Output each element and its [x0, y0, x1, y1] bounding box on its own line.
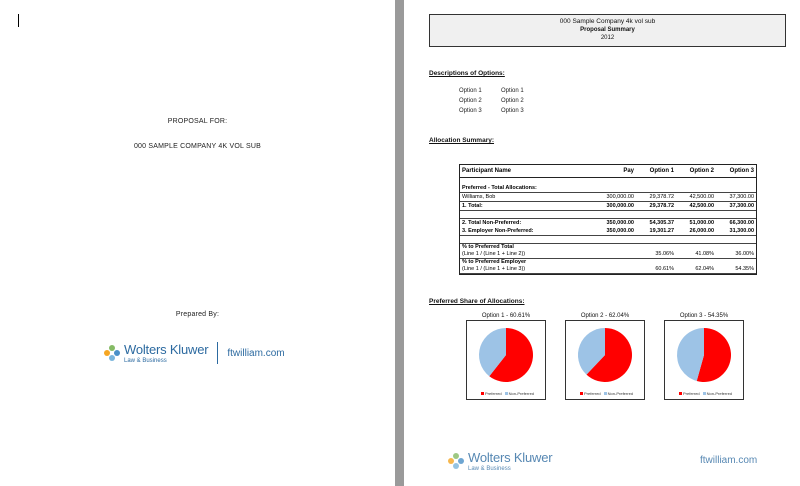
- table-cell: 1. Total:: [462, 203, 483, 209]
- table-header-cell: Option 1: [649, 168, 674, 174]
- pct-label: % to Preferred Employer: [462, 259, 527, 265]
- pie-chart-box: [664, 313, 744, 400]
- table-cell: 350,000.00: [606, 228, 634, 234]
- pref-share-heading: Preferred Share of Allocations:: [429, 298, 525, 305]
- table-row: [460, 201, 756, 211]
- option-value: Option 3: [501, 108, 524, 114]
- table-cell: 350,000.00: [606, 220, 634, 226]
- company-name: 000 SAMPLE COMPANY 4K VOL SUB: [133, 143, 262, 150]
- table-cell: 2. Total Non-Preferred:: [462, 220, 522, 226]
- legend-label: Non-Preferred: [508, 391, 535, 396]
- legend-swatch: [703, 392, 706, 395]
- wolters-kluwer-logo: [448, 450, 552, 472]
- table-header-row: [460, 165, 756, 178]
- wk-brand-name: Wolters Kluwer: [124, 342, 209, 357]
- pie-legend: [566, 391, 644, 396]
- pie-legend: [665, 391, 743, 396]
- pct-value: 35.06%: [655, 251, 674, 257]
- pie-title: Option 1 - 60.61%: [481, 313, 531, 319]
- wk-brand-sub: Law & Business: [468, 466, 511, 472]
- table-cell: 51,000.00: [689, 220, 714, 226]
- summary-header-box: [429, 14, 786, 47]
- pct-value: 36.00%: [735, 251, 754, 257]
- legend-swatch: [580, 392, 583, 395]
- wk-brand-sub: Law & Business: [124, 358, 167, 364]
- table-cell: 66,300.00: [729, 220, 754, 226]
- table-cell: 300,000.00: [606, 203, 634, 209]
- table-cell: 19,301.27: [649, 228, 674, 234]
- legend-label: Non-Preferred: [706, 391, 733, 396]
- logo-separator: [217, 342, 218, 364]
- text-cursor: [18, 14, 19, 27]
- pie-chart-box: [466, 313, 546, 400]
- pct-value: 41.08%: [695, 251, 714, 257]
- ftwilliam-logo: ftwilliam.com: [700, 455, 758, 466]
- pie-title: Option 3 - 54.35%: [679, 313, 729, 319]
- table-cell: 300,000.00: [606, 194, 634, 200]
- wk-globe-icon: [448, 453, 464, 469]
- pct-sub: (Line 1 / (Line 1 + Line 2)): [462, 251, 526, 257]
- legend-label: Non-Preferred: [607, 391, 634, 396]
- table-header-cell: Participant Name: [462, 168, 512, 174]
- table-cell: 42,500.00: [689, 203, 714, 209]
- legend-swatch: [604, 392, 607, 395]
- pct-value: 62.04%: [695, 266, 714, 272]
- pct-value: 60.61%: [655, 266, 674, 272]
- prepared-by-label: Prepared By:: [175, 311, 220, 318]
- summary-company: 000 Sample Company 4k vol sub: [559, 18, 656, 25]
- allocation-heading: Allocation Summary:: [429, 137, 495, 144]
- table-cell: Williams, Bob: [462, 194, 496, 200]
- table-section-label: [460, 184, 756, 192]
- summary-subtitle: Proposal Summary: [580, 27, 635, 33]
- summary-year: 2012: [600, 35, 615, 41]
- option-label: Option 3: [459, 108, 482, 114]
- wk-brand-name: Wolters Kluwer: [468, 450, 553, 465]
- table-cell: 54,305.37: [649, 220, 674, 226]
- pct-sub: (Line 1 / (Line 1 + Line 3)): [462, 266, 526, 272]
- proposal-for-label: PROPOSAL FOR:: [167, 118, 228, 125]
- legend-label: Preferred: [484, 391, 502, 396]
- allocation-table: [459, 164, 757, 275]
- table-header-cell: Option 2: [689, 168, 714, 174]
- ftwilliam-logo: ftwilliam.com: [227, 347, 285, 359]
- legend-swatch: [679, 392, 682, 395]
- legend-label: Preferred: [583, 391, 601, 396]
- descriptions-heading: Descriptions of Options:: [429, 70, 505, 77]
- cover-page: [0, 0, 395, 486]
- wk-globe-icon: [104, 345, 120, 361]
- table-row: [460, 192, 756, 201]
- table-row: [460, 218, 756, 227]
- pie-svg: [665, 321, 743, 391]
- table-cell: 37,300.00: [729, 203, 754, 209]
- option-value: Option 1: [501, 88, 524, 94]
- section-label-text: Preferred - Total Allocations:: [462, 185, 537, 191]
- table-cell: 29,378.72: [649, 194, 674, 200]
- table-cell: 42,500.00: [689, 194, 714, 200]
- pie-chart-box: [565, 313, 645, 400]
- table-cell: 31,300.00: [729, 228, 754, 234]
- table-cell: 3. Employer Non-Preferred:: [462, 228, 534, 234]
- pie-legend: [467, 391, 545, 396]
- table-cell: 29,378.72: [649, 203, 674, 209]
- pct-value: 54.35%: [735, 266, 754, 272]
- page-gap: [395, 0, 404, 486]
- option-label: Option 1: [459, 88, 482, 94]
- summary-page: [404, 0, 800, 486]
- pie-svg: [467, 321, 545, 391]
- legend-swatch: [505, 392, 508, 395]
- pie-title: Option 2 - 62.04%: [580, 313, 630, 319]
- table-header-cell: Option 3: [729, 168, 754, 174]
- pie-svg: [566, 321, 644, 391]
- table-header-cell: Pay: [623, 168, 634, 174]
- option-value: Option 2: [501, 98, 524, 104]
- pct-preferred-total: [460, 243, 756, 274]
- legend-label: Preferred: [682, 391, 700, 396]
- table-row: [460, 227, 756, 236]
- table-cell: 26,000.00: [689, 228, 714, 234]
- table-cell: 37,300.00: [729, 194, 754, 200]
- wolters-kluwer-logo: [104, 342, 285, 364]
- option-label: Option 2: [459, 98, 482, 104]
- legend-swatch: [481, 392, 484, 395]
- pct-label: % to Preferred Total: [462, 244, 514, 250]
